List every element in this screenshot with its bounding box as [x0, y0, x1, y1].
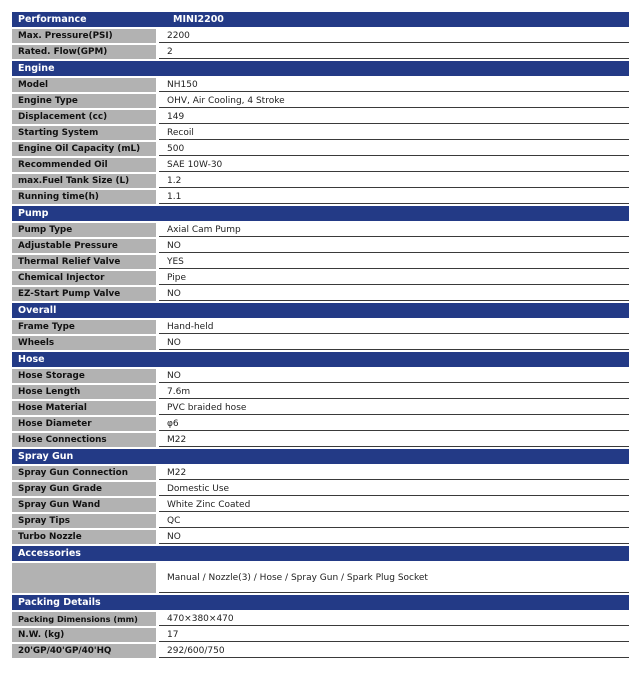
table-row — [12, 563, 629, 593]
row-label: Engine Type — [12, 94, 156, 108]
section-title: Pump — [18, 208, 49, 219]
row-label: Packing Dimensions (mm) — [12, 612, 156, 626]
row-value: 500 — [159, 142, 629, 156]
table-row — [12, 482, 629, 496]
table-row — [12, 126, 629, 140]
table-row — [12, 401, 629, 415]
table-row — [12, 612, 629, 626]
row-value: PVC braided hose — [159, 401, 629, 415]
section-header-accessories — [12, 546, 629, 561]
table-row — [12, 271, 629, 285]
row-label: Model — [12, 78, 156, 92]
table-row — [12, 287, 629, 301]
row-label: Wheels — [12, 336, 156, 350]
section-header-pump — [12, 206, 629, 221]
table-row — [12, 142, 629, 156]
section-header-performance — [12, 12, 629, 27]
section-header-hose — [12, 352, 629, 367]
row-value: YES — [159, 255, 629, 269]
table-row — [12, 466, 629, 480]
section-title: Performance — [18, 14, 87, 25]
row-label: Hose Storage — [12, 369, 156, 383]
section-title: Packing Details — [18, 597, 101, 608]
table-row — [12, 190, 629, 204]
table-row — [12, 94, 629, 108]
row-label — [12, 563, 156, 593]
row-label: Chemical Injector — [12, 271, 156, 285]
section-title: Overall — [18, 305, 57, 316]
table-row — [12, 628, 629, 642]
row-label: Hose Material — [12, 401, 156, 415]
row-value: φ6 — [159, 417, 629, 431]
row-value: NO — [159, 530, 629, 544]
section-title: Engine — [18, 63, 55, 74]
row-label: max.Fuel Tank Size (L) — [12, 174, 156, 188]
row-label: Max. Pressure(PSI) — [12, 29, 156, 43]
row-value: NO — [159, 369, 629, 383]
row-value: 17 — [159, 628, 629, 642]
table-row — [12, 29, 629, 43]
row-value: M22 — [159, 433, 629, 447]
row-value: 7.6m — [159, 385, 629, 399]
model-name: MINI2200 — [173, 14, 224, 25]
row-value: NO — [159, 287, 629, 301]
row-label: Spray Gun Wand — [12, 498, 156, 512]
row-value: Manual / Nozzle(3) / Hose / Spray Gun / Spark Plug Socket — [159, 563, 629, 593]
row-label: Spray Gun Connection — [12, 466, 156, 480]
row-label: Adjustable Pressure — [12, 239, 156, 253]
section-title: Accessories — [18, 548, 81, 559]
table-row — [12, 514, 629, 528]
row-value: 2200 — [159, 29, 629, 43]
table-row — [12, 78, 629, 92]
row-value: QC — [159, 514, 629, 528]
row-label: Rated. Flow(GPM) — [12, 45, 156, 59]
section-title: Spray Gun — [18, 451, 74, 462]
row-value: SAE 10W-30 — [159, 158, 629, 172]
row-value: OHV, Air Cooling, 4 Stroke — [159, 94, 629, 108]
row-label: Frame Type — [12, 320, 156, 334]
row-value: Axial Cam Pump — [159, 223, 629, 237]
row-label: Displacement (cc) — [12, 110, 156, 124]
row-value: White Zinc Coated — [159, 498, 629, 512]
row-label: Running time(h) — [12, 190, 156, 204]
table-row — [12, 223, 629, 237]
table-row — [12, 530, 629, 544]
table-row — [12, 110, 629, 124]
row-value: NO — [159, 239, 629, 253]
row-label: Pump Type — [12, 223, 156, 237]
row-label: 20'GP/40'GP/40'HQ — [12, 644, 156, 658]
row-label: Turbo Nozzle — [12, 530, 156, 544]
section-header-packing — [12, 595, 629, 610]
row-value: 292/600/750 — [159, 644, 629, 658]
row-value: Pipe — [159, 271, 629, 285]
row-label: Starting System — [12, 126, 156, 140]
row-value: 1.2 — [159, 174, 629, 188]
row-value: NO — [159, 336, 629, 350]
table-row — [12, 239, 629, 253]
row-value: M22 — [159, 466, 629, 480]
row-label: Hose Diameter — [12, 417, 156, 431]
section-title: Hose — [18, 354, 45, 365]
spec-table — [12, 12, 629, 658]
table-row — [12, 158, 629, 172]
table-row — [12, 369, 629, 383]
row-label: N.W. (kg) — [12, 628, 156, 642]
table-row — [12, 498, 629, 512]
table-row — [12, 417, 629, 431]
table-row — [12, 320, 629, 334]
row-label: EZ-Start Pump Valve — [12, 287, 156, 301]
row-label: Recommended Oil — [12, 158, 156, 172]
row-value: 149 — [159, 110, 629, 124]
row-value: Hand-held — [159, 320, 629, 334]
table-row — [12, 255, 629, 269]
row-value: 2 — [159, 45, 629, 59]
row-label: Hose Connections — [12, 433, 156, 447]
table-row — [12, 336, 629, 350]
row-value: 1.1 — [159, 190, 629, 204]
row-label: Hose Length — [12, 385, 156, 399]
row-label: Spray Gun Grade — [12, 482, 156, 496]
row-value: Domestic Use — [159, 482, 629, 496]
row-value: Recoil — [159, 126, 629, 140]
table-row — [12, 174, 629, 188]
table-row — [12, 45, 629, 59]
section-header-overall — [12, 303, 629, 318]
row-value: NH150 — [159, 78, 629, 92]
row-label: Engine Oil Capacity (mL) — [12, 142, 156, 156]
table-row — [12, 385, 629, 399]
section-header-engine — [12, 61, 629, 76]
table-row — [12, 433, 629, 447]
row-label: Thermal Relief Valve — [12, 255, 156, 269]
row-value: 470×380×470 — [159, 612, 629, 626]
table-row — [12, 644, 629, 658]
row-label: Spray Tips — [12, 514, 156, 528]
section-header-spray-gun — [12, 449, 629, 464]
